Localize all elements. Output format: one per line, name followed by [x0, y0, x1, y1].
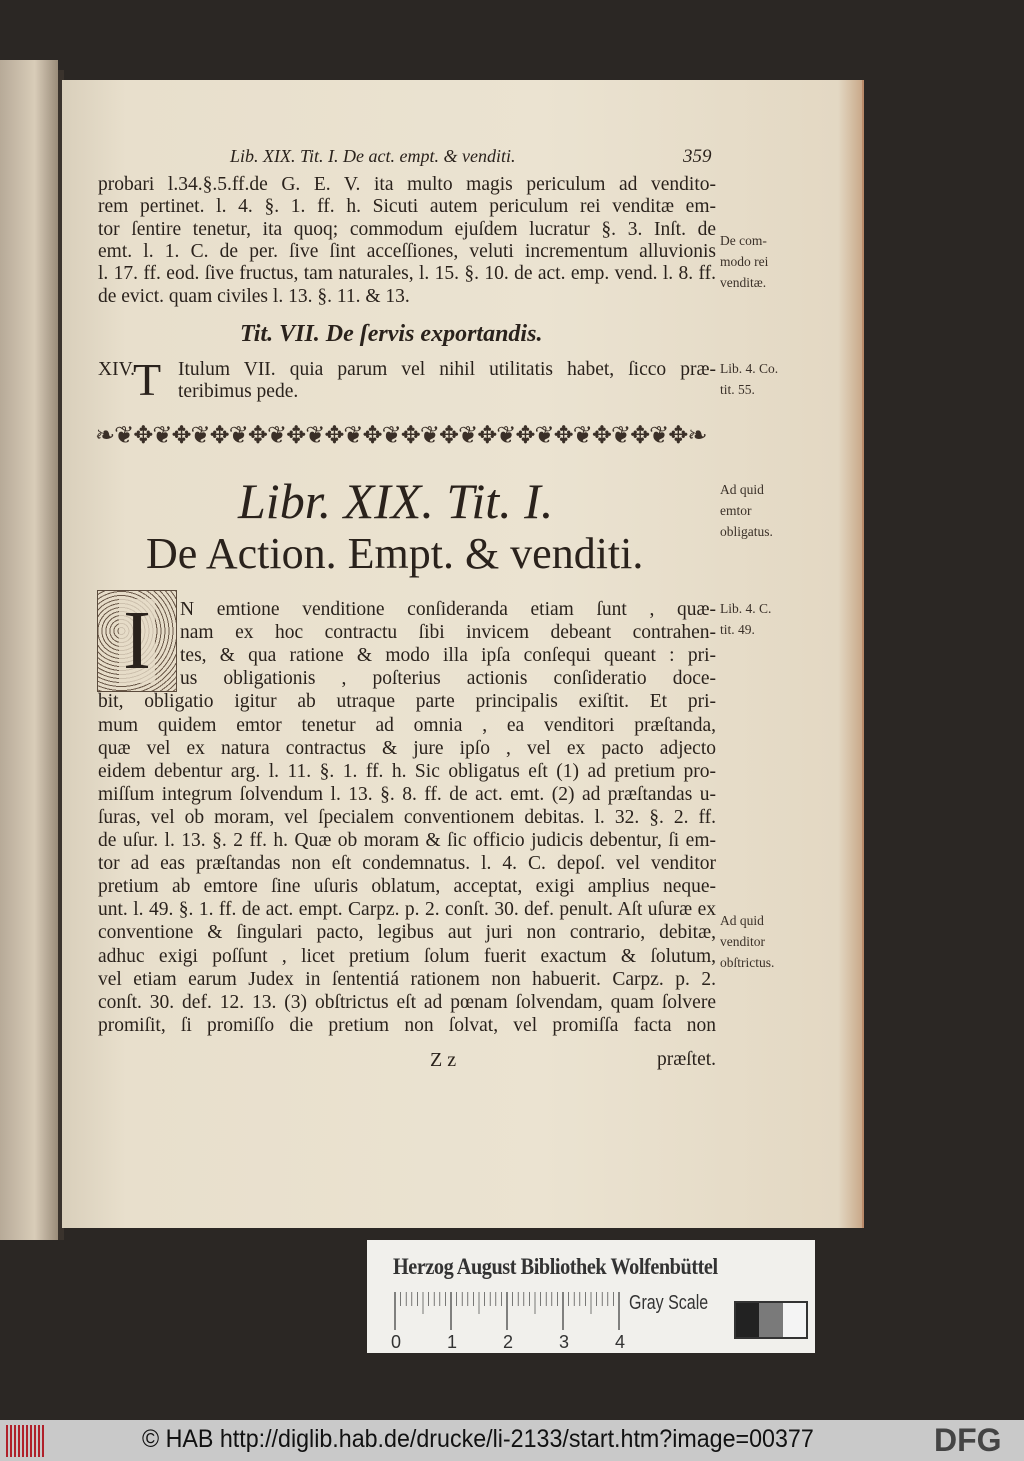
margin-note-line: Lib. 4. C.	[720, 601, 772, 616]
dfg-logo: DFG	[934, 1422, 1002, 1458]
text-line: mum quidem emtor tenetur ad omnia , ea venditori præſtanda,	[98, 714, 716, 736]
margin-note-line: modo rei	[720, 254, 769, 269]
footer-bar	[0, 1420, 1024, 1461]
section-title-vii: Tit. VII. De ſervis exportandis.	[240, 321, 543, 347]
text-line: vel etiam earum Judex in ſententiá rationem non habuerit. Carpz. p. 2.	[98, 968, 716, 990]
text-line: tes, & qua ratione & modo illa ipſa conſequi queant : pri-	[180, 645, 716, 667]
text-line: l. 17. ff. eod. ſive fructus, tam naturales, l. 15. §. 10. de act. emp. vend. l. 8. ff.	[98, 263, 716, 285]
section-number: XIV.	[98, 359, 136, 380]
chapter-title-subject: De Action. Empt. & venditi.	[146, 529, 644, 578]
margin-note-line: venditor	[720, 934, 765, 949]
ruler-label: 1	[447, 1332, 458, 1352]
text-line: quæ vel ex natura contractus & jure ipſo , vel ex pacto adjecto	[98, 737, 716, 759]
margin-note-line: obſtrictus.	[720, 955, 775, 970]
ruler-label: 2	[503, 1332, 514, 1352]
chapter-title-book: Libr. XIX. Tit. I.	[238, 473, 554, 529]
text-line: emt. l. 1. C. de per. ſive ſint acceſſiones, veluti incrementum alluvionis	[98, 240, 716, 262]
gray-scale-swatches	[734, 1301, 808, 1339]
text-line: tor ſentire tenetur, ita quoq; commodum ejuſdem lucratur §. 3. Inſt. de	[98, 218, 716, 240]
color-reference-card	[367, 1240, 815, 1353]
library-name: Herzog August Bibliothek Wolfenbüttel	[393, 1254, 718, 1279]
gray-swatch	[759, 1303, 782, 1337]
margin-note-line: obligatus.	[720, 524, 773, 539]
text-line: bit, obligatio igitur ab utraque parte principalis exiſtit. Et pri-	[98, 691, 716, 713]
text-line: probari l.34.§.5.ff.de G. E. V. ita multo magis periculum ad vendito-	[98, 174, 716, 195]
margin-note-line: emtor	[720, 503, 752, 518]
text-line: eidem debentur arg. l. 11. §. 1. ff. h. Sic obligatus eſt (1) ad pretium pro-	[98, 760, 716, 782]
copyright-link[interactable]: © HAB http://diglib.hab.de/drucke/li-2133/start.htm?image=00377	[142, 1425, 814, 1453]
gray-scale-label: Gray Scale	[629, 1292, 709, 1314]
gray-swatch	[736, 1303, 759, 1337]
margin-note-line: tit. 55.	[720, 382, 755, 397]
ruler-label: 4	[615, 1332, 626, 1352]
text-line: N emtione venditione conſideranda etiam ſunt , quæ-	[180, 599, 716, 620]
text-line: tor ad eas præſtandas non eſt condemnatus. l. 4. C. depoſ. vel venditor	[98, 853, 716, 875]
text-line: miſſum integrum ſolvendum l. 13. §. 8. ff. de act. emt. (2) ad præſtandas u-	[98, 783, 716, 805]
text-line: rem pertinet. l. 4. §. 1. ff. h. Sicuti autem periculum rei venditæ em-	[98, 196, 716, 218]
initial-letter: T	[133, 354, 162, 405]
text-line: conſt. 30. def. 12. 13. (3) obſtrictus eſt ad pœnam ſolvendam, quam ſolvere	[98, 991, 716, 1013]
text-line: ſuras, vel ob moram, vel ſpecialem conventionem debitas. l. 32. §. 2. ff.	[98, 806, 716, 828]
catchword: præſtet.	[657, 1049, 717, 1070]
signature-mark: Z z	[430, 1049, 457, 1071]
text-line: us obligationis , poſterius actionis conſideratio doce-	[180, 668, 716, 690]
gray-swatch	[783, 1303, 806, 1337]
text-line: pretium ab emtore ſine uſuris oblatum, acceptat, exigi amplius neque-	[98, 876, 716, 898]
ruler-label: 3	[559, 1332, 570, 1352]
text-line: promiſit, ſi promiſſo die pretium non ſolvat, vel promiſſa facta non	[98, 1014, 716, 1036]
margin-note-line: Lib. 4. Co.	[720, 361, 779, 376]
ruler-scale	[391, 1290, 626, 1352]
ruler-label: 0	[391, 1332, 402, 1352]
text-line: de uſur. l. 13. §. 2 ff. h. Quæ ob moram & ſic officio judicis debentur, ſi em-	[98, 830, 716, 851]
decorated-drop-cap	[97, 590, 177, 692]
text-line: de evict. quam civiles l. 13. §. 11. & 13.	[98, 285, 410, 307]
hab-logo-icon	[6, 1425, 46, 1457]
ornamental-border: ❧❦✥❦✥❦✥❦✥❦✥❦✥❦✥❦✥❦✥❦✥❦✥❦✥❦✥❦✥❦✥❧	[95, 423, 707, 449]
margin-note-line: De com-	[720, 233, 767, 248]
running-head: Lib. XIX. Tit. I. De act. empt. & venditi.	[230, 146, 516, 166]
text-line: adhuc exigi poſſunt , licet pretium ſolum fuerit exactum & ſolutum,	[98, 945, 716, 967]
text-line: conventione & ſingulari pacto, legibus aut juri non contrario, debitæ,	[98, 922, 716, 944]
margin-note-line: Ad quid	[720, 913, 764, 928]
drop-cap-letter: I	[119, 599, 155, 683]
margin-note-line: tit. 49.	[720, 622, 755, 637]
margin-note-line: Ad quid	[720, 482, 764, 497]
text-line: unt. l. 49. §. 1. ff. de act. empt. Carpz. p. 2. conſt. 30. def. penult. Aſt uſuræ ex	[98, 899, 716, 921]
previous-page-edge	[0, 60, 58, 1240]
margin-note-line: venditæ.	[720, 275, 767, 290]
text-line: Itulum VII. quia parum vel nihil utilitatis habet, ſicco præ-	[178, 359, 716, 380]
page-number: 359	[683, 146, 712, 167]
text-line: teribimus pede.	[178, 381, 299, 402]
text-line: nam ex hoc contractu ſibi invicem debeant contrahen-	[180, 622, 716, 644]
